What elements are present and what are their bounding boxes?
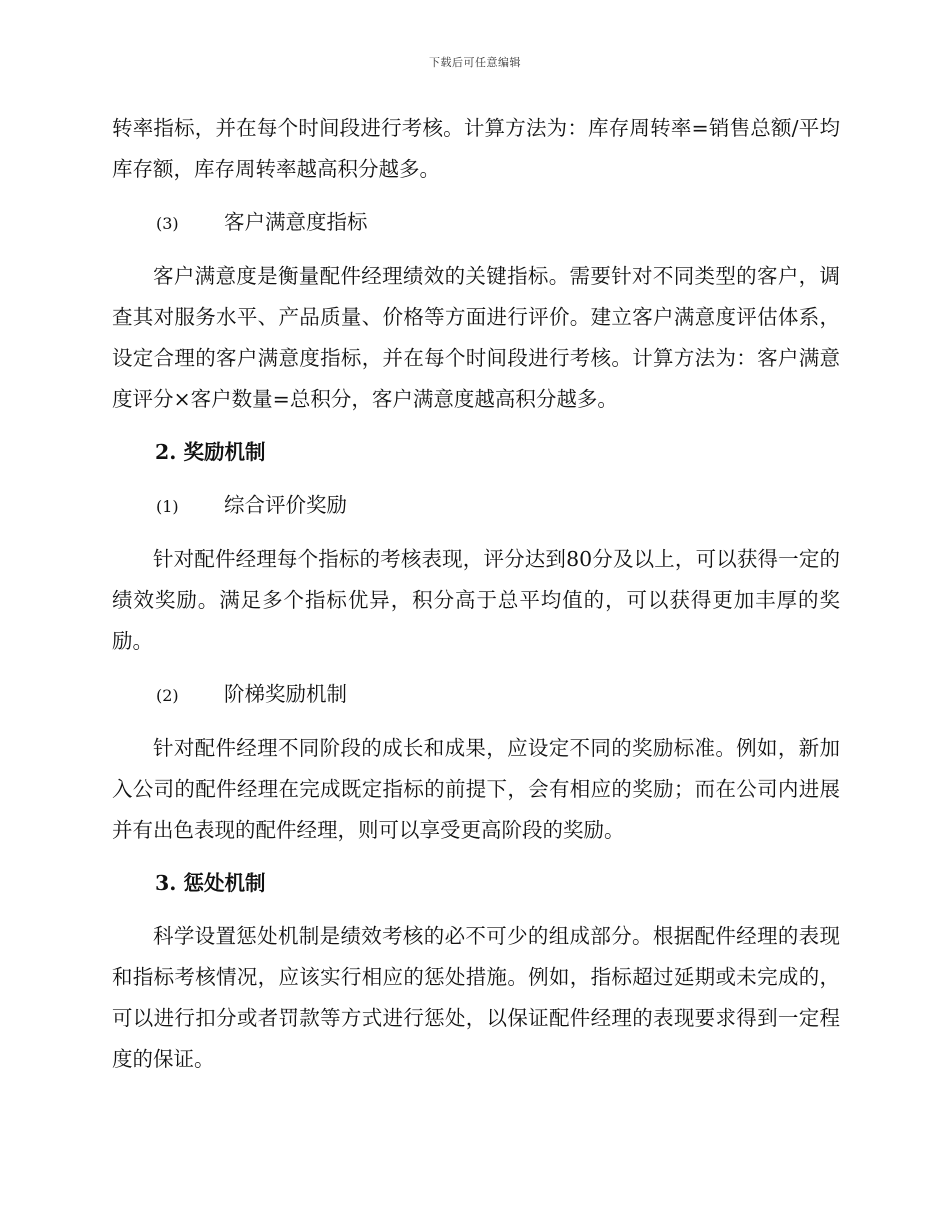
section-heading-reward: 2. 奖励机制 <box>155 440 266 464</box>
paragraph-penalty: 科学设置惩处机制是绩效考核的必不可少的组成部分。根据配件经理的表现和指标考核情况，应该实行相应的惩处措施。例如，指标超过延期或未完成的，可以进行扣分或者罚款等方式进行惩处，以保证配件经理的表现要求得到一定程度的保证。 <box>112 924 840 1071</box>
list-number: (3) <box>156 214 179 233</box>
list-item-overall-reward <box>112 485 840 527</box>
list-title: 综合评价奖励 <box>224 493 347 517</box>
list-title: 客户满意度指标 <box>224 210 368 234</box>
list-item-tiered-reward <box>112 674 840 716</box>
document-body <box>112 108 840 1092</box>
page-header: 下载后可任意编辑 <box>429 56 521 69</box>
list-number: (1) <box>156 497 179 516</box>
paragraph-tiered-reward: 针对配件经理不同阶段的成长和成果，应设定不同的奖励标准。例如，新加入公司的配件经理在完成既定指标的前提下，会有相应的奖励；而在公司内进展并有出色表现的配件经理，则可以享受更高阶段的奖励。 <box>112 736 840 842</box>
paragraph-turnover: 转率指标，并在每个时间段进行考核。计算方法为：库存周转率=销售总额/平均库存额，库存周转率越高积分越多。 <box>112 116 840 181</box>
list-number: (2) <box>156 686 179 705</box>
list-item-satisfaction <box>112 202 840 244</box>
paragraph-overall-reward: 针对配件经理每个指标的考核表现，评分达到80分及以上，可以获得一定的绩效奖励。满足多个指标优异，积分高于总平均值的，可以获得更加丰厚的奖励。 <box>112 547 840 653</box>
section-heading-penalty: 3. 惩处机制 <box>155 871 266 895</box>
paragraph-satisfaction: 客户满意度是衡量配件经理绩效的关键指标。需要针对不同类型的客户，调查其对服务水平、产品质量、价格等方面进行评价。建立客户满意度评估体系，设定合理的客户满意度指标，并在每个时间段进行考核。计算方法为：客户满意度评分×客户数量=总积分，客户满意度越高积分越多。 <box>112 264 840 411</box>
list-title: 阶梯奖励机制 <box>224 682 347 706</box>
